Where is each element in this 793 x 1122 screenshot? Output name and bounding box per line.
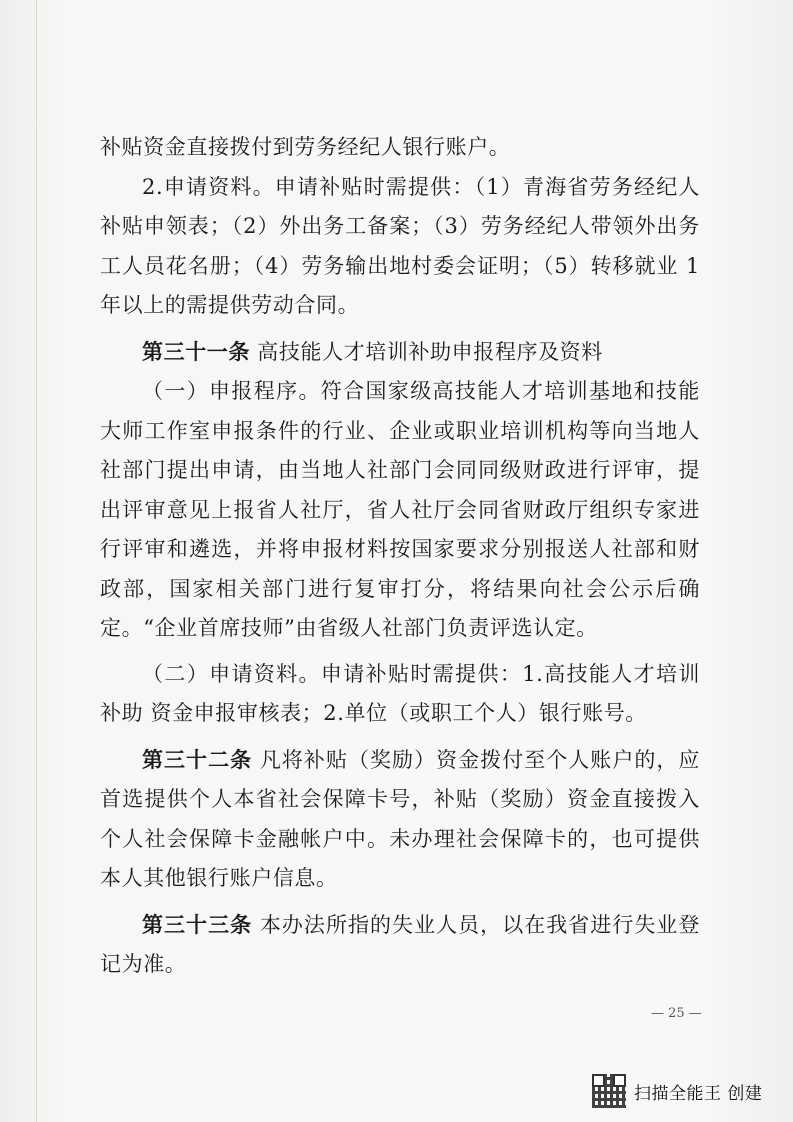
article-text: 凡将补贴（奖励）资金拨付至个人账户的，应首选提供个人本省社会保障卡号，补贴（奖励）资金直接拨入个人社会保障卡金融帐户中。未办理社会保障卡的，也可提供本人其他银行账户信息。 <box>100 747 701 890</box>
article-title: 高技能人才培训补助申报程序及资料 <box>257 339 603 364</box>
paragraph-application-materials: 2.申请资料。申请补贴时需提供：（1）青海省劳务经纪人补贴申领表；（2）外出务工备案；（3）劳务经纪人带领外出务工人员花名册；（4）劳务输出地村委会证明；（5）转移就业 1 年以上的需提供劳动合同。 <box>100 174 700 317</box>
article-number: 第三十二条 <box>142 746 253 772</box>
binding-line <box>36 0 37 1122</box>
page-number: — 25 — <box>651 1006 702 1021</box>
qr-code-icon <box>592 1074 626 1108</box>
article-31-heading <box>100 332 700 373</box>
watermark-label: 扫描全能王 创建 <box>634 1083 763 1104</box>
article-number: 第三十三条 <box>142 911 253 937</box>
document-body <box>100 128 700 985</box>
paragraph-required-docs: （二）申请资料。申请补贴时需提供：1.高技能人才培训补助 资金申报审核表；2.单位（或职工个人）银行账号。 <box>100 661 700 725</box>
article-number: 第三十一条 <box>142 338 250 364</box>
paragraph-continuation: 补贴资金直接拨付到劳务经纪人银行账户。 <box>100 135 511 159</box>
scanner-watermark <box>592 1074 762 1108</box>
article-33 <box>100 905 700 985</box>
article-text: 本办法所指的失业人员，以在我省进行失业登记为准。 <box>100 912 701 976</box>
paragraph-procedure: （一）申报程序。符合国家级高技能人才培训基地和技能大师工作室申报条件的行业、企业或职业培训机构等向当地人社部门提出申请，由当地人社部门会同同级财政进行评审，提出评审意见上报省人社厅，省人社厅会同省财政厅组织专家进行评审和遴选，并将申报材料按国家要求分别报送人社部和财政部，国家相关部门进行复审打分，将结果向社会公示后确定。“企业首席技师”由省级人社部门负责评选认定。 <box>100 379 700 640</box>
article-32 <box>100 740 700 899</box>
